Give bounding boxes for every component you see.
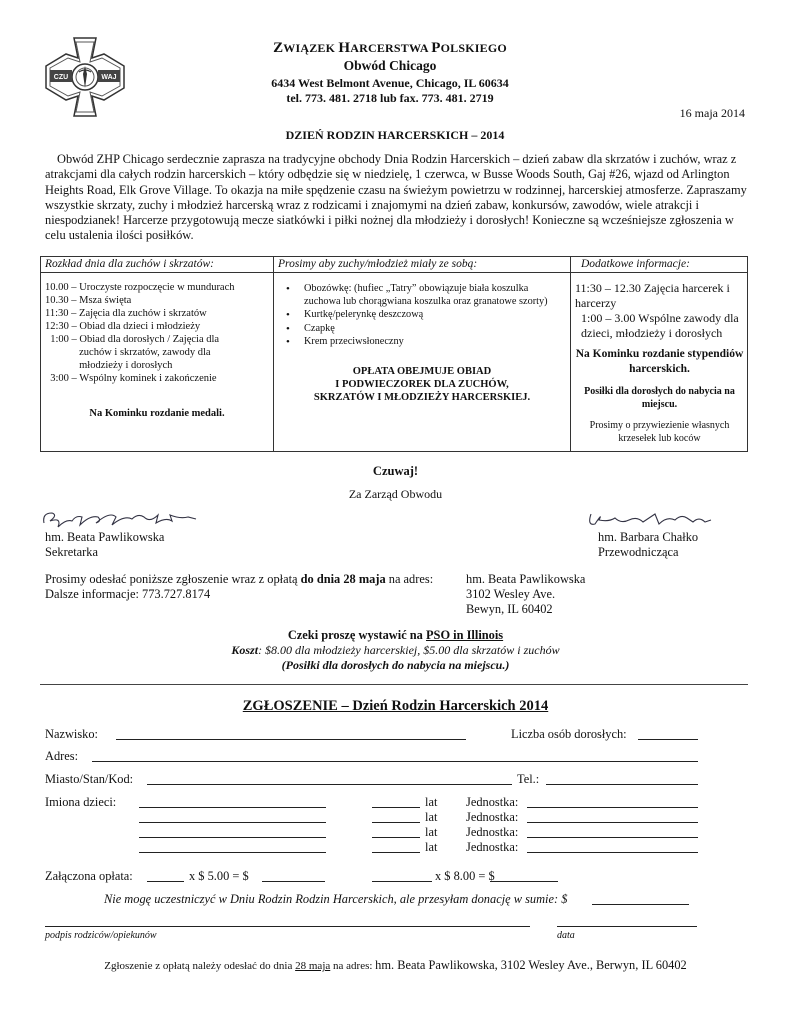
parent-signature-field[interactable] [45,926,530,927]
age-unit: lat [425,810,438,824]
bring-item: • Czapkę [278,323,566,336]
scout-calc: x $ 8.00 = $ [435,869,495,883]
signature-label: podpis rodziców/opiekunów [45,930,157,941]
logo-text-right: WAJ [101,74,117,81]
schedule-line: 3:00 – Wspólny kominek i zakończenie [45,373,217,384]
bring-item: • Kurtkę/pelerynkę deszczową [278,309,566,322]
child-unit-field[interactable] [527,841,698,853]
bring-item: • Krem przeciwsłoneczny [278,336,566,349]
extra-info-column [571,257,748,451]
youth-calc: x $ 5.00 = $ [189,869,249,883]
cost-note: (Posiłki dla dorosłych do nabycia na miejscu.) [281,658,510,672]
surname-field[interactable] [116,728,466,740]
section-divider [40,684,748,685]
city-field[interactable] [147,773,512,785]
form-title: ZGŁOSZENIE – Dzień Rodzin Harcerskich 2014 [242,698,549,714]
date-field[interactable] [557,926,697,927]
president-signature [585,508,715,532]
scout-total-field[interactable] [490,870,558,882]
schedule-line: 10.30 – Msza święta [45,295,132,306]
bring-column [274,257,571,451]
greeting-czuwaj: Czuwaj! [372,464,419,478]
child-age-field[interactable] [372,841,420,853]
scout-cross-logo [44,36,126,118]
extra-info-line: 1:00 – 3.00 Wspólne zawody dla dzieci, młodzieży i dorosłych [581,311,739,340]
unit-label: Jednostka: [466,810,519,824]
donation-line: Nie mogę uczestniczyć w Dniu Rodzin Rodzin Harcerskich, ale przesyłam donację w sumie: $ [104,892,568,906]
on-behalf-line: Za Zarząd Obwodu [348,487,443,501]
info-table [40,256,748,452]
child-name-field[interactable] [139,826,326,838]
schedule-line: 12:30 – Obiad dla dzieci i młodzieży [45,321,201,332]
org-address: 6434 West Belmont Avenue, Chicago, IL 60634 [271,76,509,90]
donation-field[interactable] [592,893,689,905]
age-unit: lat [425,825,438,839]
attached-payment-label: Załączona opłata: [45,869,133,883]
checks-payee: Czeki proszę wystawić na PSO in Illinois [287,628,504,642]
child-name-field[interactable] [139,841,326,853]
phone-field[interactable] [546,773,698,785]
secretary-role: Sekretarka [45,545,98,559]
president-name: hm. Barbara Chałko [598,530,699,544]
adults-label: Liczba osób dorosłych: [511,727,627,741]
child-name-field[interactable] [139,811,326,823]
letter-date: 16 maja 2014 [679,106,745,120]
bring-header: Prosimy aby zuchy/młodzież miały ze sobą: [274,257,570,273]
scout-count-field[interactable] [372,870,432,882]
footer-note: Zgłoszenie z opłatą należy odesłać do dnia 28 maja na adres: hm. Beata Pawlikowska, 3102 Wesley Ave., Berwyn, IL 60402 [104,958,687,972]
child-unit-field[interactable] [527,826,698,838]
medals-note: Na Kominku rozdanie medali. [89,408,225,419]
city-label: Miasto/Stan/Kod: [45,772,134,786]
schedule-line: 11:30 – Zajęcia dla zuchów i skrzatów [45,308,207,319]
org-phone: tel. 773. 481. 2718 lub fax. 773. 481. 2719 [286,91,494,105]
intro-paragraph: Obwód ZHP Chicago serdecznie zaprasza na tradycyjne obchody Dnia Rodzin Harcerskich – dzień zabaw dla skrzatów i zuchów, wraz z atrakcjami dla całych rodzin harcerskich – który odbędzie się w niedzielę, 1 czerwca, w Busse Woods South, Gaj #26, wjazd od Arlington Heights Road, Elk Grove Village. To okazja na miłe spędzenie czasu na świeżym powietrzu w rodzinnej, harcerskiej atmosferze. Zapraszamy wszystkie skrzaty, zuchy i młodzież harcerską wraz z rodzicami i znajomymi na dzień zabaw, konkursów, zawodów, wiele atrakcji i niespodzianek! Harcerze przygotowują mecze siatkówki i piłki nożnej dla młodzieży i dorosłych! Konieczne są wcześniejsze zgłoszenia w celu ustalenia ilości posiłków. [45,152,747,243]
meals-note: Posiłki dla dorosłych do nabycia na miejscu. [584,386,735,410]
phone-label: Tel.: [517,772,540,786]
bring-item: • Obozówkę: (hufiec „Tatry” obowiązuje biała koszulka zuchowa lub chorągwiana koszulka oraz granatowe szorty) [278,283,566,308]
send-address: hm. Beata Pawlikowska 3102 Wesley Ave. Bewyn, IL 60402 [466,572,586,616]
payment-note: OPŁATA OBEJMUJE OBIAD I PODWIECZOREK DLA ZUCHÓW, SKRZATÓW I MŁODZIEŻY HARCERSKIEJ. [313,365,531,403]
logo-text-left: CZU [53,74,69,81]
schedule-column [41,257,274,451]
address-field[interactable] [92,750,698,762]
child-age-field[interactable] [372,826,420,838]
child-age-field[interactable] [372,811,420,823]
org-name: ZWIĄZEK HARCERSTWA POLSKIEGO [273,40,507,56]
cost-line: Koszt: $8.00 dla młodzieży harcerskiej, $5.00 dla skrzatów i zuchów [231,643,560,657]
chairs-note: Prosimy o przywiezienie własnych krzesełek lub koców [589,420,730,444]
children-label: Imiona dzieci: [45,795,117,809]
extra-info-header: Dodatkowe informacje: [571,257,748,273]
age-unit: lat [425,795,438,809]
send-instructions: Prosimy odesłać poniższe zgłoszenie wraz z opłatą do dnia 28 maja na adres: Dalsze informacje: 773.727.8174 [45,572,434,601]
date-label: data [557,930,575,941]
unit-label: Jednostka: [466,795,519,809]
unit-label: Jednostka: [466,825,519,839]
unit-label: Jednostka: [466,840,519,854]
event-title: DZIEŃ RODZIN HARCERSKICH – 2014 [285,128,505,142]
schedule-line: 1:00 – Obiad dla dorosłych / Zajęcia dla [45,334,220,345]
youth-total-field[interactable] [262,870,325,882]
stipends-note: Na Kominku rozdanie stypendiów harcerskich. [575,348,744,375]
schedule-line: młodzieży i dorosłych [45,360,173,371]
extra-info-line: 11:30 – 12.30 Zajęcia harcerek i harcerzy [575,281,730,310]
schedule-line: zuchów i skrzatów, zawody dla [45,347,211,358]
district-name: Obwód Chicago [343,58,437,73]
child-age-field[interactable] [372,796,420,808]
child-unit-field[interactable] [527,811,698,823]
youth-count-field[interactable] [147,870,184,882]
child-name-field[interactable] [139,796,326,808]
surname-label: Nazwisko: [45,727,98,741]
age-unit: lat [425,840,438,854]
adults-field[interactable] [638,728,698,740]
address-label: Adres: [45,749,79,763]
secretary-signature [40,505,200,533]
schedule-header: Rozkład dnia dla zuchów i skrzatów: [41,257,273,273]
secretary-name: hm. Beata Pawlikowska [45,530,165,544]
schedule-line: 10.00 – Uroczyste rozpoczęcie w mundurach [45,282,235,293]
president-role: Przewodnicząca [598,545,679,559]
child-unit-field[interactable] [527,796,698,808]
